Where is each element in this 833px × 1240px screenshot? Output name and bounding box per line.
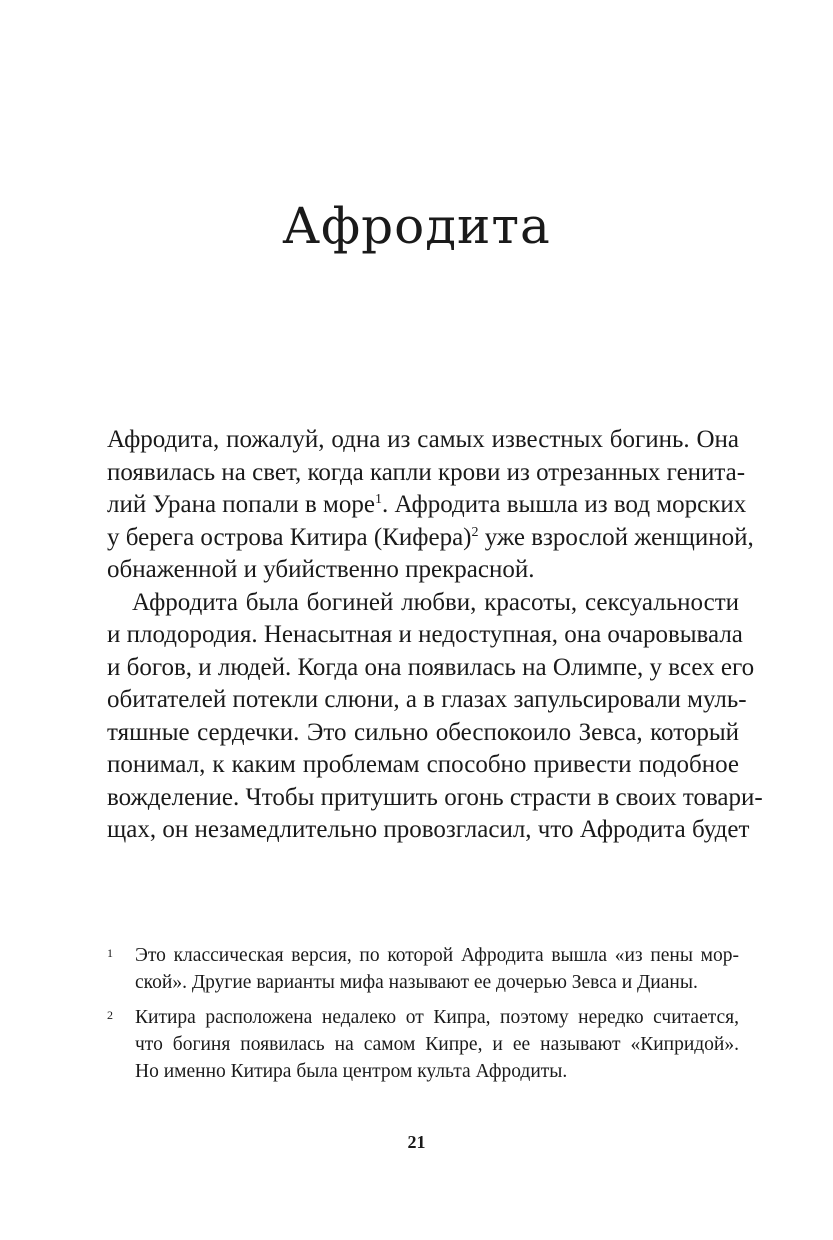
text-line: обитателей потекли слюни, а в глазах запульсировали муль-	[107, 686, 747, 713]
text-line: понимал, к каким проблемам способно привести подобное	[107, 751, 739, 778]
paragraph-1	[107, 424, 754, 587]
text-fragment: лий Урана попали в море	[107, 491, 375, 518]
text-fragment: уже взрослой женщиной,	[478, 523, 754, 551]
text-fragment: у берега острова Китира (Кифера)	[107, 523, 472, 551]
text-line: и богов, и людей. Когда она появилась на Олимпе, у всех его	[107, 653, 755, 681]
text-line: обнаженной и убийственно прекрасной.	[107, 556, 535, 583]
footnote-line: ской». Другие варианты мифа называют ее дочерью Зевса и Дианы.	[135, 972, 698, 993]
footnote-2	[107, 1004, 739, 1085]
text-line: появилась на свет, когда капли крови из отрезанных генита-	[107, 458, 746, 486]
text-line: вожделение. Чтобы притушить огонь страсти в своих товари-	[107, 783, 763, 811]
body-text	[107, 424, 763, 847]
text-fragment: . Афродита вышла из вод морских	[381, 491, 747, 518]
paragraph-2	[107, 587, 763, 847]
text-line: Афродита, пожалуй, одна из самых известных богинь. Она	[107, 426, 739, 453]
page-number: 21	[407, 1132, 426, 1152]
text-line: щах, он незамедлительно провозгласил, что Афродита будет	[107, 816, 750, 843]
footnote-line: Но именно Китира была центром культа Афродиты.	[135, 1061, 568, 1082]
footnote-marker: 2	[107, 1008, 113, 1022]
footnote-1	[107, 942, 739, 996]
text-line: тяшные сердечки. Это сильно обеспокоило Зевса, который	[107, 718, 739, 746]
footnote-line: что богиня появилась на самом Кипре, и ее называют «Кипридой».	[135, 1034, 739, 1055]
footnote-ref-2[interactable]: 2	[471, 524, 479, 540]
footnotes	[107, 942, 739, 1093]
text-line: и плодородия. Ненасытная и недоступная, она очаровывала	[107, 621, 743, 648]
footnote-line: Китира расположена недалеко от Кипра, поэтому нередко считается,	[135, 1007, 739, 1028]
footnote-marker: 1	[107, 946, 113, 960]
chapter-title: Афродита	[282, 197, 551, 255]
text-line	[107, 489, 747, 522]
text-line	[107, 522, 754, 555]
text-line: Афродита была богиней любви, красоты, сексуальности	[132, 588, 739, 616]
footnote-line: Это классическая версия, по которой Афродита вышла «из пены мор-	[135, 945, 739, 966]
footnote-ref-1[interactable]: 1	[374, 492, 382, 507]
